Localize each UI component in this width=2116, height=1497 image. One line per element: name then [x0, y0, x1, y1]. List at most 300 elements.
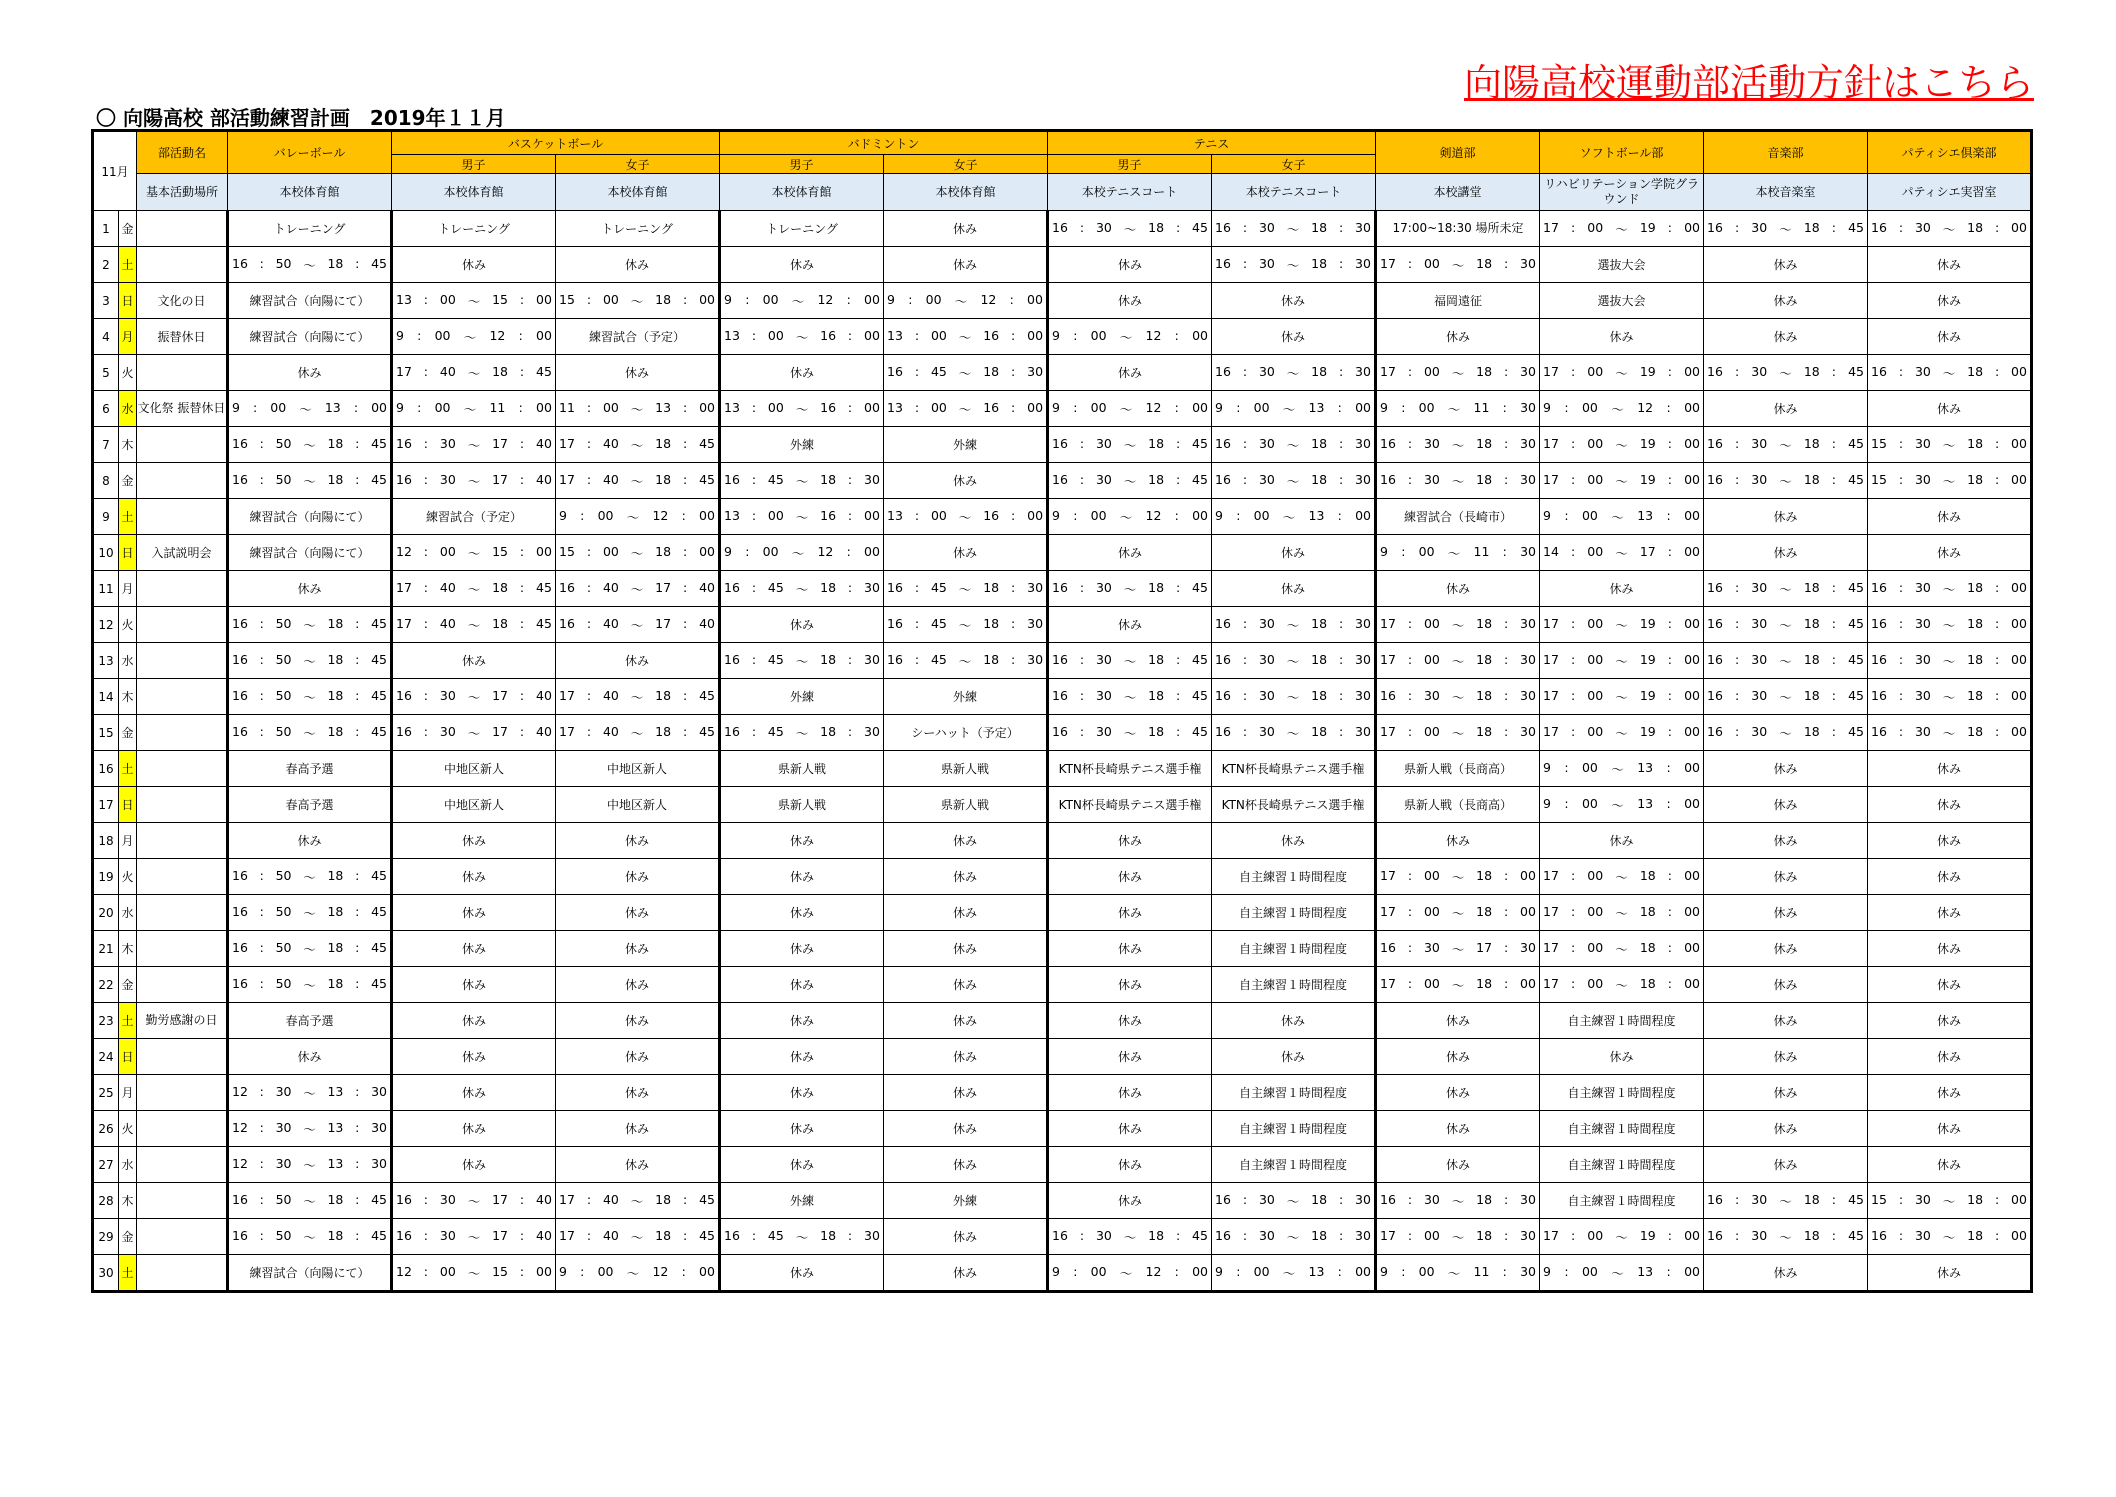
time-part: 30: [1914, 435, 1931, 451]
time-part: 18: [655, 1227, 672, 1243]
time-part: 17: [1543, 867, 1559, 883]
time-part: 18: [1476, 1227, 1493, 1243]
schedule-cell: [1540, 679, 1704, 715]
time-part: :: [914, 651, 920, 667]
time-part: :: [1503, 471, 1509, 487]
time-part: 16: [1871, 723, 1887, 739]
schedule-cell: [1048, 391, 1212, 427]
time-part: 16: [1215, 471, 1231, 487]
time-part: :: [1735, 579, 1740, 595]
time-part: ～: [303, 257, 316, 273]
time-part: 9: [1215, 1263, 1223, 1279]
time-part: :: [1831, 651, 1837, 667]
time-part: 17: [1543, 687, 1559, 703]
schedule-cell: 休み: [1704, 931, 1868, 967]
time-part: 17: [655, 579, 672, 595]
time-part: 16: [983, 399, 1000, 415]
time-part: :: [1666, 507, 1671, 523]
time-part: :: [1735, 723, 1740, 739]
schedule-cell: 休み: [392, 859, 556, 895]
schedule-cell: 中地区新人: [556, 787, 720, 823]
time-range: [1704, 364, 1867, 382]
time-part: 9: [1543, 795, 1551, 811]
weekday: 水: [119, 1147, 137, 1183]
time-part: :: [1175, 687, 1181, 703]
schedule-cell: [556, 1183, 720, 1219]
time-part: :: [1407, 687, 1413, 703]
time-part: :: [1898, 471, 1904, 487]
time-range: [1212, 1228, 1374, 1246]
time-part: 18: [327, 903, 344, 919]
schedule-cell: [720, 463, 884, 499]
time-part: 16: [1707, 687, 1723, 703]
time-part: 00: [864, 543, 880, 559]
time-part: 00: [536, 327, 552, 343]
time-part: 11: [1473, 399, 1490, 415]
time-part: 00: [1581, 507, 1598, 523]
time-range: [393, 616, 555, 634]
time-range: [1049, 1228, 1211, 1246]
time-part: 50: [275, 255, 292, 271]
schedule-cell: [1212, 715, 1376, 751]
time-range: [721, 580, 883, 598]
day-number: 22: [93, 967, 119, 1003]
time-part: 18: [1639, 939, 1656, 955]
schedule-cell: 休み: [720, 607, 884, 643]
time-part: :: [1831, 1227, 1837, 1243]
time-part: ～: [1119, 1265, 1133, 1281]
time-range: [556, 580, 718, 598]
schedule-cell: [1868, 715, 2032, 751]
time-part: 18: [1476, 1191, 1493, 1207]
schedule-cell: 休み: [556, 247, 720, 283]
time-range: [884, 652, 1046, 670]
schedule-cell: 休み: [720, 247, 884, 283]
schedule-cell: 休み: [1048, 535, 1212, 571]
time-part: 50: [275, 687, 292, 703]
time-part: 15: [1871, 471, 1887, 487]
time-part: 18: [1803, 1191, 1820, 1207]
event-note: [137, 1039, 228, 1075]
weekday: 日: [119, 787, 137, 823]
time-part: :: [1337, 399, 1342, 415]
time-part: :: [1503, 723, 1509, 739]
time-part: :: [1242, 723, 1248, 739]
time-part: :: [417, 399, 422, 415]
weekday: 日: [119, 283, 137, 319]
time-part: :: [1735, 687, 1740, 703]
time-part: 00: [925, 291, 942, 307]
schedule-cell: [1868, 607, 2032, 643]
time-part: :: [1994, 219, 2000, 235]
time-part: :: [682, 615, 688, 631]
time-part: :: [1898, 687, 1904, 703]
time-part: ～: [1942, 221, 1956, 237]
schedule-cell: [1376, 463, 1540, 499]
schedule-cell: [228, 859, 392, 895]
time-part: :: [1175, 579, 1181, 595]
time-part: 16: [1871, 363, 1887, 379]
time-range: [229, 1192, 390, 1210]
time-part: ～: [626, 509, 640, 525]
time-range: [1377, 256, 1539, 274]
time-part: :: [1994, 687, 2000, 703]
time-part: 13: [1637, 795, 1654, 811]
schedule-cell: 休み: [1048, 1003, 1212, 1039]
time-range: [1377, 364, 1539, 382]
time-part: 16: [1052, 435, 1068, 451]
day-number: 4: [93, 319, 119, 355]
schedule-cell: 休み: [720, 1111, 884, 1147]
time-part: 19: [1639, 687, 1656, 703]
schedule-cell: [228, 1183, 392, 1219]
time-part: :: [1407, 363, 1413, 379]
time-part: 50: [275, 651, 292, 667]
time-part: ～: [630, 689, 644, 705]
time-part: 16: [559, 615, 575, 631]
time-part: :: [1407, 867, 1413, 883]
time-part: :: [1175, 219, 1181, 235]
schedule-cell: [1540, 859, 1704, 895]
schedule-cell: 休み: [884, 967, 1048, 1003]
time-part: 18: [1311, 1227, 1328, 1243]
event-note: [137, 1111, 228, 1147]
time-part: 45: [1192, 651, 1208, 667]
time-part: ～: [630, 1229, 644, 1245]
schedule-cell: 休み: [228, 823, 392, 859]
time-part: :: [259, 939, 264, 955]
time-range: [229, 1120, 390, 1138]
time-part: 30: [1027, 579, 1044, 595]
time-part: :: [586, 291, 592, 307]
time-part: 17: [1543, 435, 1559, 451]
time-part: 45: [1848, 579, 1864, 595]
schedule-cell: 休み: [1704, 499, 1868, 535]
time-part: 00: [1253, 399, 1270, 415]
time-part: 00: [864, 507, 880, 523]
day-number: 23: [93, 1003, 119, 1039]
schedule-cell: 休み: [556, 895, 720, 931]
schedule-cell: 休み: [228, 1039, 392, 1075]
time-part: :: [751, 399, 757, 415]
time-part: 17: [492, 723, 509, 739]
time-part: :: [1571, 435, 1576, 451]
schedule-cell: 休み: [392, 895, 556, 931]
time-part: 16: [232, 687, 248, 703]
time-range: [1212, 472, 1374, 490]
event-note: [137, 823, 228, 859]
time-part: ～: [958, 617, 972, 633]
schedule-cell: 自主練習１時間程度: [1212, 1075, 1376, 1111]
time-part: :: [259, 1191, 264, 1207]
time-part: 30: [1520, 1191, 1536, 1207]
time-part: 18: [1311, 615, 1328, 631]
time-part: ～: [1615, 1229, 1628, 1245]
time-part: 30: [1258, 435, 1275, 451]
schedule-cell: 休み: [1376, 319, 1540, 355]
schedule-cell: 外練: [884, 679, 1048, 715]
time-range: [1212, 220, 1374, 238]
time-part: 15: [492, 543, 509, 559]
schedule-cell: [1212, 1183, 1376, 1219]
time-part: 13: [1637, 507, 1654, 523]
schedule-row: [93, 859, 2032, 895]
time-part: :: [682, 399, 688, 415]
time-part: :: [1503, 1191, 1509, 1207]
time-range: [1868, 1228, 2030, 1246]
time-part: :: [1898, 579, 1904, 595]
schedule-cell: 17:00~18:30 場所未定: [1376, 211, 1540, 247]
time-part: 18: [1476, 723, 1493, 739]
time-part: 45: [371, 867, 387, 883]
time-part: ～: [1611, 761, 1624, 777]
time-part: 18: [327, 867, 344, 883]
time-part: :: [1242, 363, 1248, 379]
time-part: 17: [1380, 255, 1396, 271]
club-header: ソフトボール部: [1540, 131, 1704, 174]
time-part: :: [1338, 615, 1344, 631]
time-part: :: [1242, 471, 1248, 487]
time-range: [1049, 688, 1211, 706]
time-range: [556, 688, 718, 706]
time-part: 13: [724, 399, 740, 415]
time-part: 00: [1587, 615, 1604, 631]
schedule-cell: 休み: [392, 823, 556, 859]
time-part: :: [1666, 759, 1671, 775]
time-part: :: [423, 615, 429, 631]
time-part: ～: [626, 1265, 640, 1281]
schedule-row: [93, 571, 2032, 607]
schedule-cell: [1540, 499, 1704, 535]
time-part: 13: [1308, 1263, 1325, 1279]
time-part: 15: [559, 543, 575, 559]
schedule-cell: 外練: [720, 1183, 884, 1219]
time-part: :: [1337, 1263, 1342, 1279]
schedule-cell: 休み: [1868, 247, 2032, 283]
schedule-row: [93, 211, 2032, 247]
time-range: [1868, 616, 2030, 634]
time-part: ～: [1451, 725, 1465, 741]
event-note: [137, 715, 228, 751]
time-part: ～: [467, 1193, 481, 1209]
time-part: :: [1831, 219, 1837, 235]
time-part: ～: [1942, 581, 1956, 597]
time-part: 00: [1192, 399, 1208, 415]
time-part: :: [1994, 723, 2000, 739]
club-header: パティシエ倶楽部: [1868, 131, 2032, 174]
schedule-cell: 休み: [556, 1111, 720, 1147]
schedule-cell: [556, 535, 720, 571]
time-part: :: [1079, 435, 1085, 451]
time-part: :: [682, 1191, 688, 1207]
schedule-cell: [884, 499, 1048, 535]
time-range: [1540, 436, 1703, 454]
time-part: 40: [602, 471, 619, 487]
schedule-cell: [884, 319, 1048, 355]
schedule-cell: 休み: [1868, 1111, 2032, 1147]
time-part: :: [355, 867, 360, 883]
time-part: 00: [1423, 255, 1440, 271]
schedule-cell: 休み: [1048, 1075, 1212, 1111]
time-part: ～: [303, 1121, 316, 1137]
schedule-cell: 自主練習１時間程度: [1540, 1111, 1704, 1147]
time-part: 30: [1520, 255, 1536, 271]
time-part: ～: [1779, 689, 1792, 705]
time-part: 18: [1967, 471, 1984, 487]
schedule-cell: 県新人戦: [720, 751, 884, 787]
time-part: 30: [1914, 579, 1931, 595]
event-note: 振替休日: [137, 319, 228, 355]
time-part: :: [1407, 255, 1413, 271]
time-part: 17: [1380, 1227, 1396, 1243]
time-part: 30: [1095, 687, 1112, 703]
schedule-cell: [392, 391, 556, 427]
time-part: 18: [1803, 219, 1820, 235]
time-part: :: [1242, 615, 1248, 631]
schedule-cell: 休み: [1212, 571, 1376, 607]
time-part: :: [1667, 867, 1673, 883]
time-part: ～: [467, 1229, 481, 1245]
time-part: 17: [559, 435, 575, 451]
time-part: :: [1994, 1227, 2000, 1243]
day-number: 29: [93, 1219, 119, 1255]
time-part: 00: [864, 327, 880, 343]
schedule-cell: 休み: [392, 1147, 556, 1183]
time-part: :: [1571, 651, 1576, 667]
time-part: 13: [887, 327, 903, 343]
gender-header: 女子: [884, 155, 1048, 174]
time-part: 15: [1871, 435, 1887, 451]
weekday: 火: [119, 607, 137, 643]
time-part: :: [1666, 399, 1671, 415]
schedule-cell: 休み: [556, 1147, 720, 1183]
time-part: 16: [1215, 651, 1231, 667]
schedule-cell: [1212, 1219, 1376, 1255]
event-note: [137, 211, 228, 247]
time-part: ～: [467, 293, 481, 309]
schedule-cell: 休み: [1868, 1003, 2032, 1039]
time-part: :: [1338, 687, 1344, 703]
time-part: 45: [699, 687, 716, 703]
time-part: 00: [1418, 399, 1435, 415]
time-part: 00: [1684, 687, 1700, 703]
time-part: :: [417, 327, 422, 343]
schedule-cell: 休み: [720, 1255, 884, 1292]
club-header: バドミントン: [720, 131, 1048, 155]
schedule-cell: [1868, 1183, 2032, 1219]
time-part: 17: [396, 579, 412, 595]
schedule-cell: [1212, 643, 1376, 679]
time-part: :: [1011, 327, 1016, 343]
time-range: [229, 688, 390, 706]
time-part: 19: [1639, 615, 1656, 631]
time-part: :: [355, 1227, 360, 1243]
time-part: :: [1735, 435, 1740, 451]
time-part: ～: [1451, 977, 1465, 993]
schedule-cell: [556, 391, 720, 427]
time-part: :: [1079, 1227, 1085, 1243]
time-part: 00: [1684, 471, 1700, 487]
time-part: 17: [1543, 1227, 1559, 1243]
schedule-cell: 休み: [1868, 931, 2032, 967]
time-part: ～: [1286, 689, 1300, 705]
time-part: 00: [1684, 1263, 1700, 1279]
time-part: 18: [655, 1191, 672, 1207]
time-part: 30: [1751, 363, 1768, 379]
time-range: [1377, 544, 1539, 562]
time-part: ～: [1451, 1193, 1465, 1209]
time-part: 50: [275, 975, 292, 991]
time-part: ～: [795, 1229, 809, 1245]
time-part: 45: [699, 435, 716, 451]
time-part: ～: [1451, 653, 1465, 669]
time-part: 17: [1639, 543, 1656, 559]
weekday: 土: [119, 751, 137, 787]
time-range: [884, 508, 1046, 526]
time-part: 9: [1052, 327, 1060, 343]
schedule-cell: [1704, 427, 1868, 463]
time-part: 45: [699, 1191, 716, 1207]
time-part: ～: [1779, 365, 1792, 381]
schedule-cell: [228, 715, 392, 751]
schedule-cell: [1376, 859, 1540, 895]
time-part: 00: [1684, 759, 1700, 775]
time-part: 30: [864, 723, 880, 739]
schedule-cell: [1048, 499, 1212, 535]
time-part: :: [586, 723, 592, 739]
event-note: 入試説明会: [137, 535, 228, 571]
time-part: 12: [817, 543, 834, 559]
schedule-cell: [1212, 1255, 1376, 1292]
time-part: :: [355, 1083, 360, 1099]
time-part: :: [1073, 507, 1078, 523]
time-part: ～: [1615, 653, 1628, 669]
schedule-cell: 休み: [1704, 859, 1868, 895]
time-range: [556, 616, 718, 634]
time-part: ～: [1286, 1193, 1300, 1209]
time-part: 12: [396, 543, 412, 559]
policy-link[interactable]: 向陽高校運動部活動方針はこちら: [1463, 61, 2034, 105]
schedule-cell: 自主練習１時間程度: [1540, 1183, 1704, 1219]
schedule-cell: [556, 499, 720, 535]
schedule-row: [93, 283, 2032, 319]
schedule-cell: [228, 967, 392, 1003]
schedule-cell: [1048, 715, 1212, 751]
schedule-row: [93, 319, 2032, 355]
time-part: :: [259, 687, 264, 703]
time-part: 40: [536, 1191, 552, 1207]
time-part: 00: [864, 399, 880, 415]
time-part: :: [259, 255, 264, 271]
time-part: 45: [1192, 471, 1208, 487]
time-part: :: [751, 723, 757, 739]
schedule-cell: [1376, 967, 1540, 1003]
time-part: :: [1898, 723, 1904, 739]
time-part: 16: [887, 363, 903, 379]
time-range: [229, 256, 390, 274]
time-part: :: [1831, 579, 1837, 595]
time-range: [1540, 760, 1703, 778]
schedule-cell: [1376, 355, 1540, 391]
time-part: ～: [1451, 905, 1465, 921]
time-part: ～: [791, 293, 805, 309]
time-part: :: [355, 471, 360, 487]
time-part: 16: [1052, 219, 1068, 235]
time-part: 16: [1052, 471, 1068, 487]
time-part: ～: [303, 977, 316, 993]
day-number: 1: [93, 211, 119, 247]
weekday: 水: [119, 643, 137, 679]
